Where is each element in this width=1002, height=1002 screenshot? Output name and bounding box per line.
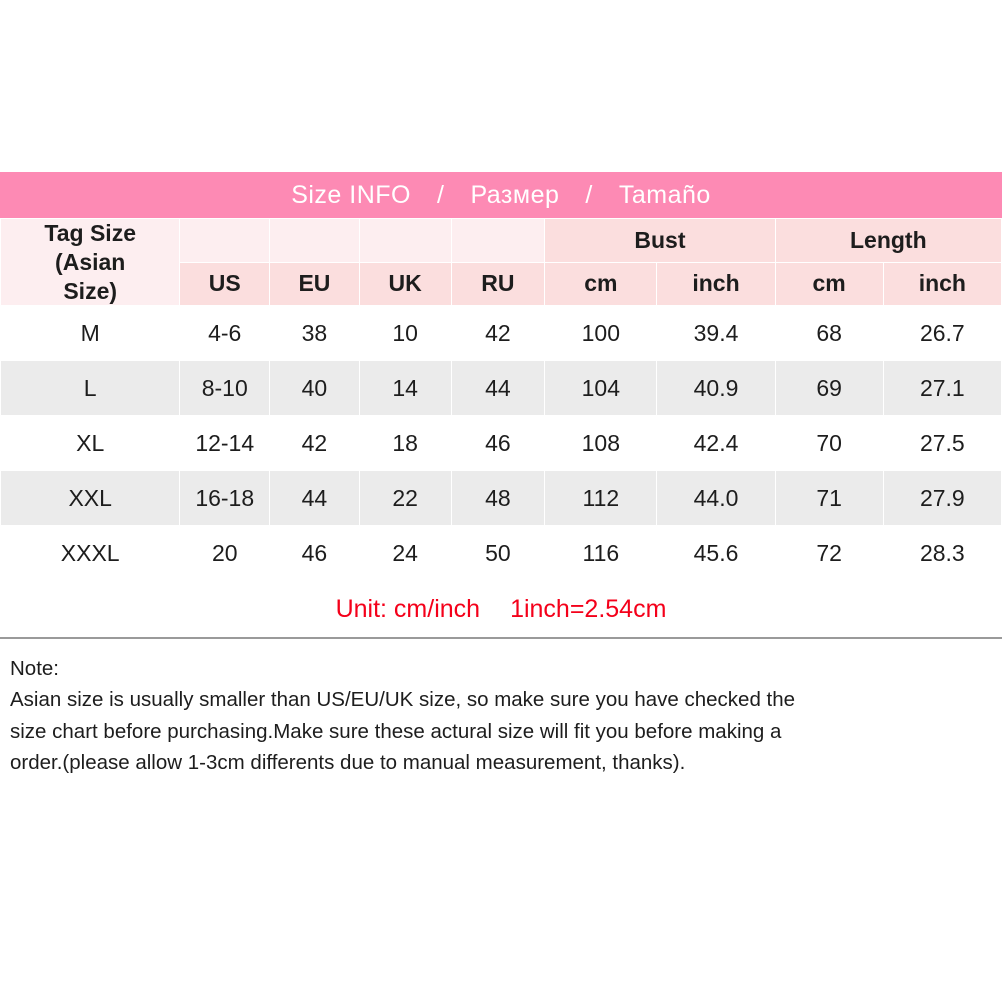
- cell-ru: 44: [451, 361, 545, 416]
- cell-length-cm: 68: [775, 306, 883, 361]
- cell-uk: 14: [359, 361, 451, 416]
- cell-length-inch: 27.9: [883, 471, 1001, 526]
- header-us: US: [180, 262, 270, 306]
- header-length-inch: inch: [883, 262, 1001, 306]
- header-bust: Bust: [545, 219, 775, 263]
- header-spacer-ru: [451, 219, 545, 263]
- header-spacer-us: [180, 219, 270, 263]
- cell-bust-inch: 40.9: [657, 361, 775, 416]
- note-line-2: size chart before purchasing.Make sure these actural size will fit you before making a: [10, 719, 782, 743]
- cell-bust-cm: 116: [545, 526, 657, 581]
- table-row: [1, 471, 1002, 526]
- cell-tag: XXL: [1, 471, 180, 526]
- cell-uk: 22: [359, 471, 451, 526]
- size-info-header: [0, 172, 1002, 218]
- header-tag-size-line3: Size): [63, 277, 118, 304]
- header-tag-size-line2: (Asian: [55, 248, 126, 275]
- cell-eu: 38: [270, 306, 360, 361]
- header-length-cm: cm: [775, 262, 883, 306]
- header-title-en: Size INFO: [291, 180, 411, 209]
- header-separator-1: /: [437, 180, 445, 209]
- header-title-es: Tamaño: [618, 180, 711, 209]
- header-spacer-eu: [270, 219, 360, 263]
- header-title-ru: Размер: [470, 180, 560, 209]
- table-head: [1, 219, 1002, 306]
- header-eu: EU: [270, 262, 360, 306]
- table-row: [1, 306, 1002, 361]
- cell-bust-inch: 42.4: [657, 416, 775, 471]
- header-uk: UK: [359, 262, 451, 306]
- size-table: [0, 218, 1002, 581]
- cell-us: 8-10: [180, 361, 270, 416]
- cell-bust-cm: 108: [545, 416, 657, 471]
- cell-uk: 10: [359, 306, 451, 361]
- cell-length-inch: 27.5: [883, 416, 1001, 471]
- header-tag-size-line1: Tag Size: [44, 220, 136, 246]
- cell-bust-inch: 45.6: [657, 526, 775, 581]
- cell-bust-inch: 39.4: [657, 306, 775, 361]
- header-separator-2: /: [585, 180, 593, 209]
- cell-eu: 42: [270, 416, 360, 471]
- cell-bust-cm: 112: [545, 471, 657, 526]
- note-label: Note:: [10, 657, 59, 681]
- cell-tag: L: [1, 361, 180, 416]
- cell-length-inch: 28.3: [883, 526, 1001, 581]
- cell-length-cm: 69: [775, 361, 883, 416]
- size-chart: [0, 172, 1002, 778]
- cell-length-cm: 71: [775, 471, 883, 526]
- cell-tag: XXXL: [1, 526, 180, 581]
- unit-text: Unit: cm/inch: [335, 594, 481, 623]
- cell-eu: 44: [270, 471, 360, 526]
- header-bust-cm: cm: [545, 262, 657, 306]
- table-body: [1, 306, 1002, 581]
- table-header-row-group: [1, 219, 1002, 263]
- cell-uk: 24: [359, 526, 451, 581]
- cell-eu: 40: [270, 361, 360, 416]
- note-block: [0, 639, 1002, 778]
- header-bust-inch: inch: [657, 262, 775, 306]
- header-spacer-uk: [359, 219, 451, 263]
- cell-length-inch: 26.7: [883, 306, 1001, 361]
- cell-us: 16-18: [180, 471, 270, 526]
- cell-length-inch: 27.1: [883, 361, 1001, 416]
- cell-tag: M: [1, 306, 180, 361]
- cell-bust-cm: 100: [545, 306, 657, 361]
- cell-ru: 50: [451, 526, 545, 581]
- cell-us: 4-6: [180, 306, 270, 361]
- cell-bust-cm: 104: [545, 361, 657, 416]
- note-line-1: Asian size is usually smaller than US/EU/UK size, so make sure you have checked the: [10, 688, 796, 712]
- header-length: Length: [775, 219, 1001, 263]
- table-row: [1, 361, 1002, 416]
- table-row: [1, 416, 1002, 471]
- header-ru: RU: [451, 262, 545, 306]
- cell-tag: XL: [1, 416, 180, 471]
- cell-ru: 48: [451, 471, 545, 526]
- cell-us: 20: [180, 526, 270, 581]
- cell-ru: 46: [451, 416, 545, 471]
- cell-bust-inch: 44.0: [657, 471, 775, 526]
- table-row: [1, 526, 1002, 581]
- cell-uk: 18: [359, 416, 451, 471]
- cell-length-cm: 72: [775, 526, 883, 581]
- note-line-3: order.(please allow 1-3cm differents due to manual measurement, thanks).: [10, 750, 686, 774]
- cell-eu: 46: [270, 526, 360, 581]
- header-tag-size: [1, 219, 180, 306]
- unit-note: [0, 581, 1002, 639]
- unit-conversion: 1inch=2.54cm: [510, 594, 667, 623]
- cell-ru: 42: [451, 306, 545, 361]
- cell-us: 12-14: [180, 416, 270, 471]
- cell-length-cm: 70: [775, 416, 883, 471]
